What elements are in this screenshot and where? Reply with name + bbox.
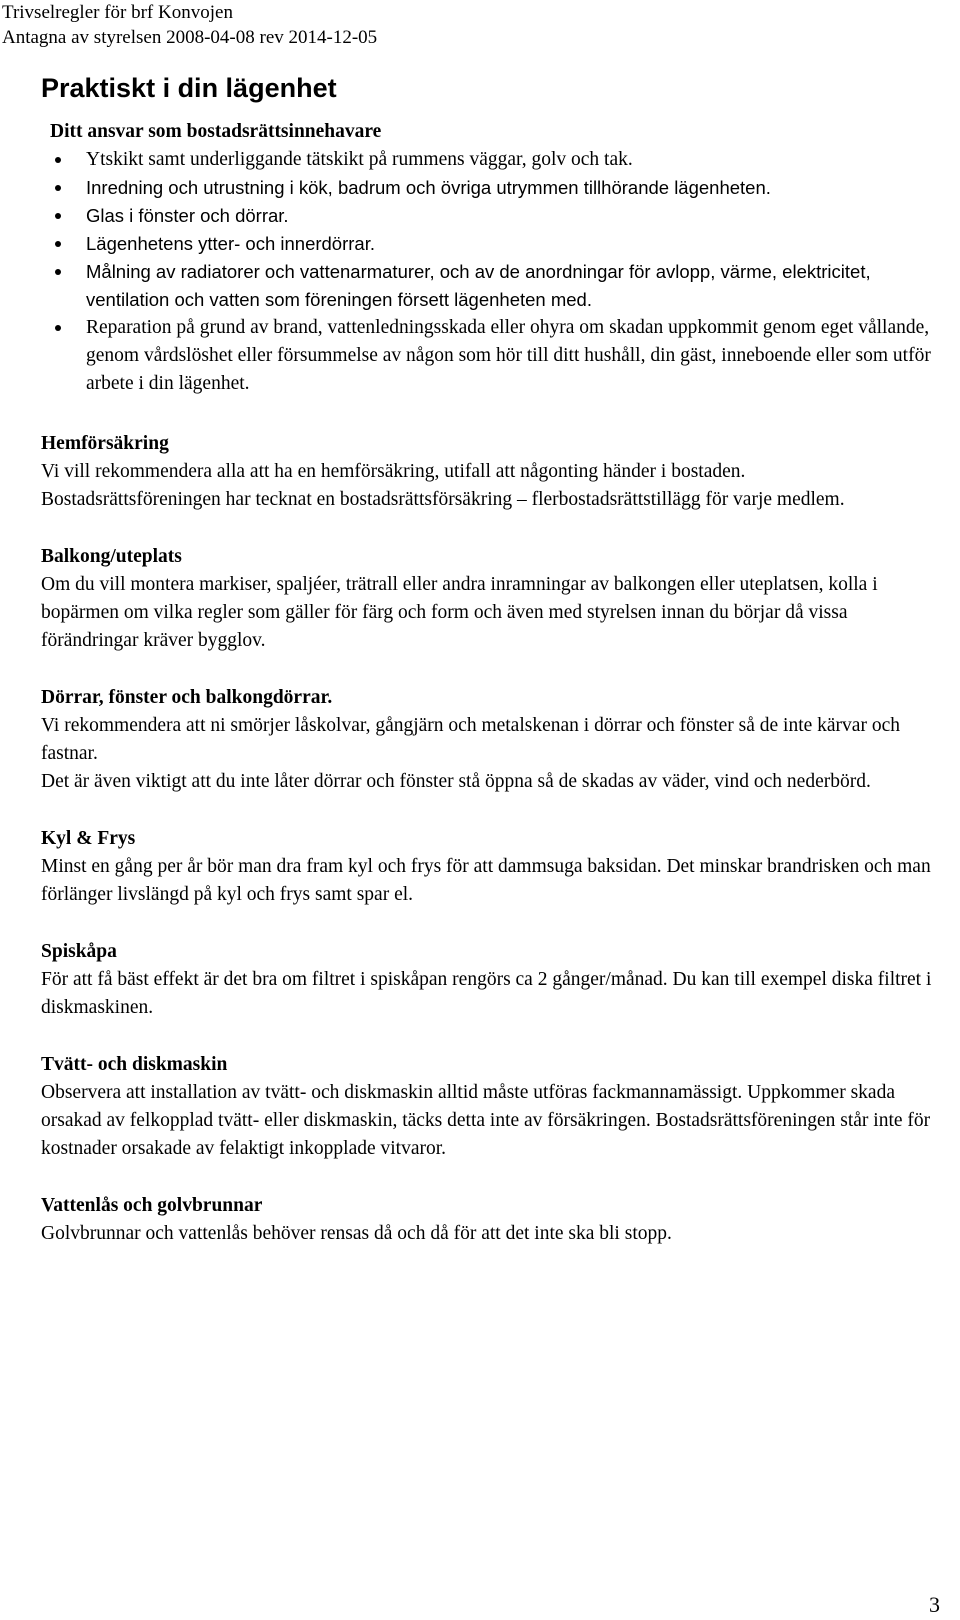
section-heading: Dörrar, fönster och balkongdörrar. xyxy=(41,687,333,708)
header-revision: Antagna av styrelsen 2008-04-08 rev 2014-12-05 xyxy=(2,27,378,48)
paragraph: Observera att installation av tvätt- och diskmaskin alltid måste utföras fackmannamässigt. Uppkommer skada orsakad av felkopplad tvätt- eller diskmaskin, täcks detta inte av försäkringen. Bostadsrättsföreningen står inte för kostnader orsakade av felaktigt inkopplade vitvaror. xyxy=(41,1082,931,1159)
list-item: Lägenhetens ytter- och innerdörrar. xyxy=(41,230,941,258)
page-number: 3 xyxy=(929,1592,940,1617)
responsibility-heading: Ditt ansvar som bostadsrättsinnehavare xyxy=(50,121,382,142)
page-title: Praktiskt i din lägenhet xyxy=(41,73,337,103)
section-drains xyxy=(41,1192,941,1248)
paragraph: Bostadsrättsföreningen har tecknat en bostadsrättsförsäkring – flerbostadsrättstillägg för varje medlem. xyxy=(41,489,845,510)
section-balcony xyxy=(41,543,941,655)
document-body xyxy=(41,118,941,1277)
paragraph: Golvbrunnar och vattenlås behöver rensas då och då för att det inte ska bli stopp. xyxy=(41,1223,672,1244)
section-cooker-hood xyxy=(41,938,941,1022)
section-fridge-freezer xyxy=(41,825,941,909)
section-doors-windows xyxy=(41,684,941,796)
section-washing-machines xyxy=(41,1051,941,1163)
list-item: Glas i fönster och dörrar. xyxy=(41,202,941,230)
list-item: Målning av radiatorer och vattenarmaturer, och av de anordningar för avlopp, värme, elektricitet, ventilation och vatten som föreningen försett lägenheten med. xyxy=(41,258,941,314)
section-heading: Hemförsäkring xyxy=(41,433,169,454)
paragraph: Om du vill montera markiser, spaljéer, trätrall eller andra inramningar av balkongen eller uteplatsen, kolla i bopärmen om vilka regler som gäller för färg och form och även med styrelsen innan du börjar då vissa förändringar kräver bygglov. xyxy=(41,574,878,651)
section-heading: Spiskåpa xyxy=(41,941,117,962)
list-item: Ytskikt samt underliggande tätskikt på rummens väggar, golv och tak. xyxy=(41,146,941,174)
section-heading: Kyl & Frys xyxy=(41,828,136,849)
header-title: Trivselregler för brf Konvojen xyxy=(2,2,233,23)
paragraph: Vi vill rekommendera alla att ha en hemförsäkring, utifall att någonting händer i bostaden. xyxy=(41,461,746,482)
section-home-insurance xyxy=(41,430,941,514)
section-heading: Balkong/uteplats xyxy=(41,546,182,567)
paragraph: För att få bäst effekt är det bra om filtret i spiskåpan rengörs ca 2 gånger/månad. Du kan till exempel diska filtret i diskmaskinen. xyxy=(41,969,932,1018)
paragraph: Det är även viktigt att du inte låter dörrar och fönster stå öppna så de skadas av väder, vind och nederbörd. xyxy=(41,771,871,792)
responsibility-list xyxy=(41,146,941,398)
list-item: Reparation på grund av brand, vattenledningsskada eller ohyra om skadan uppkommit genom eget vållande, genom vårdslöshet eller försummelse av någon som hör till ditt hushåll, din gäst, inneboende eller som utför arbete i din lägenhet. xyxy=(41,314,941,398)
document-header xyxy=(2,0,377,50)
section-heading: Vattenlås och golvbrunnar xyxy=(41,1195,263,1216)
section-heading: Tvätt- och diskmaskin xyxy=(41,1054,228,1075)
list-item: Inredning och utrustning i kök, badrum och övriga utrymmen tillhörande lägenheten. xyxy=(41,174,941,202)
paragraph: Minst en gång per år bör man dra fram kyl och frys för att dammsuga baksidan. Det minskar brandrisken och man förlänger livslängd på kyl och frys samt spar el. xyxy=(41,856,931,905)
paragraph: Vi rekommendera att ni smörjer låskolvar, gångjärn och metalskenan i dörrar och fönster så de inte kärvar och fastnar. xyxy=(41,715,900,764)
